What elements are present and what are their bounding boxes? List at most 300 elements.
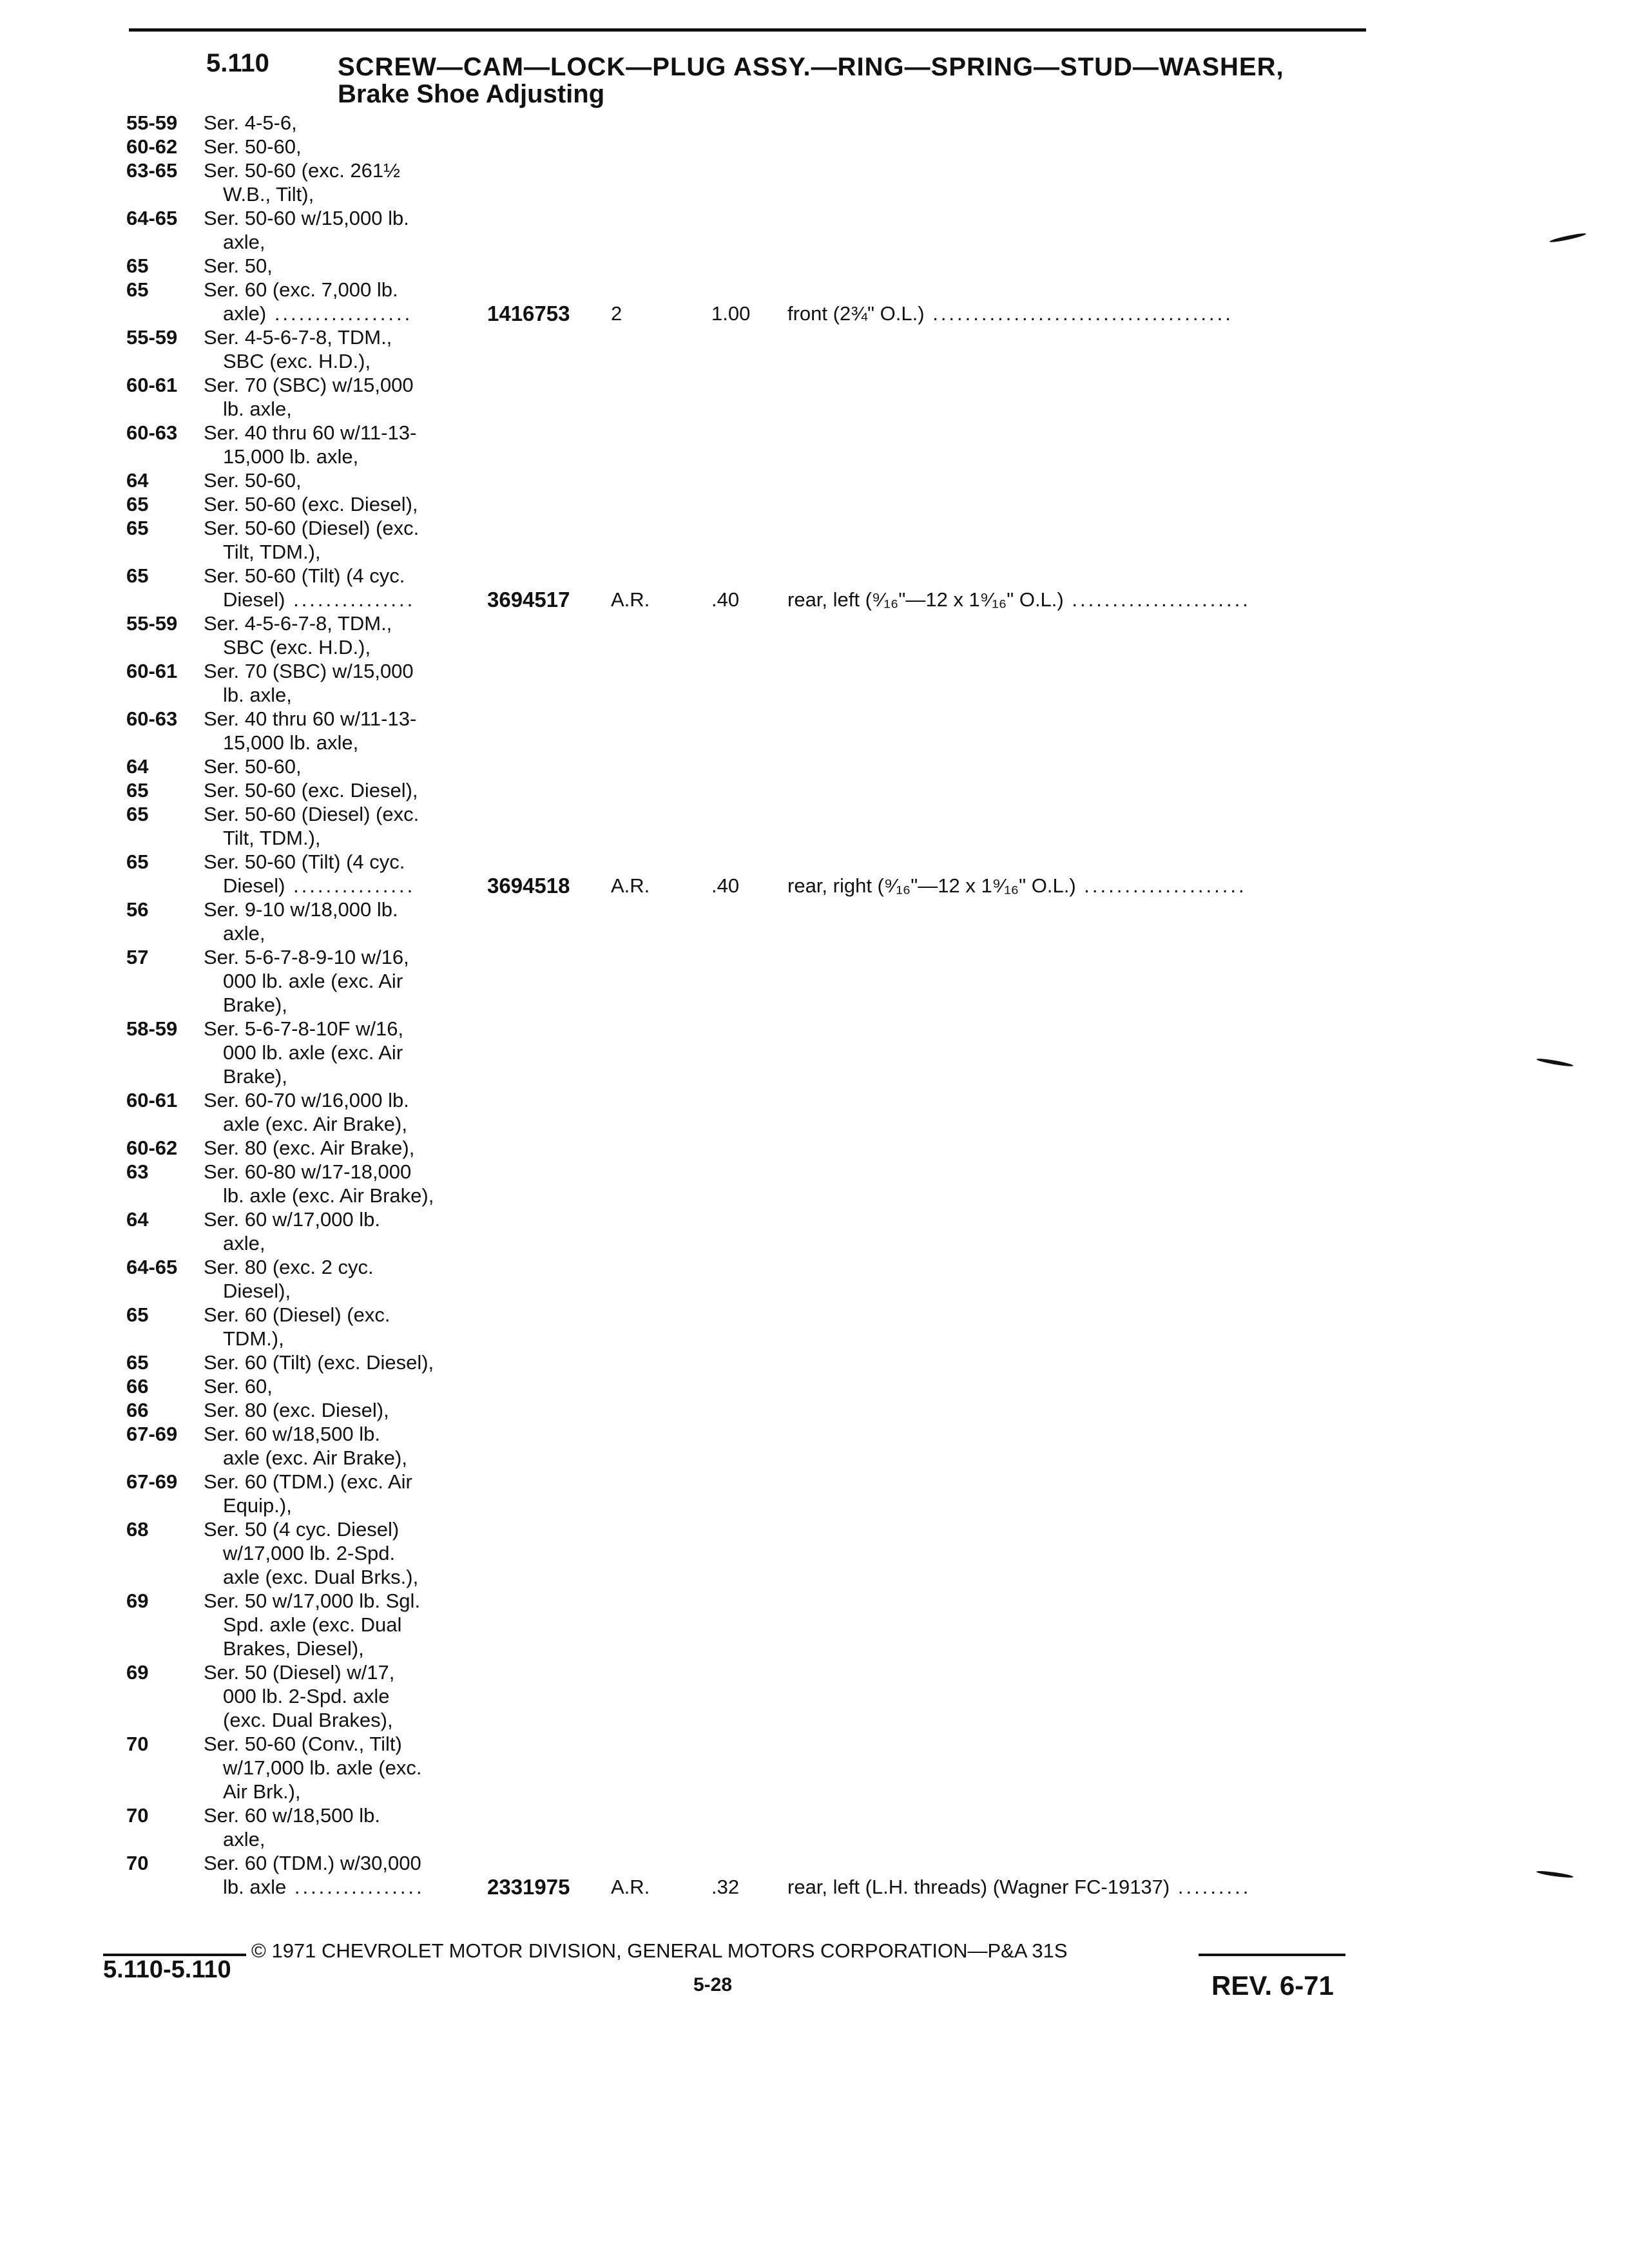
- application-text: [223, 731, 358, 754]
- entry-line: [103, 182, 1392, 206]
- application-description: Ser. 4-5-6-7-8, TDM.,: [204, 326, 392, 349]
- entry-line: [103, 1303, 1392, 1327]
- application-text: [204, 421, 416, 445]
- application-description: 000 lb. axle (exc. Air: [223, 1041, 403, 1064]
- application-description: Ser. 60 (Tilt) (exc. Diesel),: [204, 1351, 434, 1374]
- application-description: Tilt, TDM.),: [223, 827, 321, 849]
- edge-punch-mark: [1536, 1870, 1574, 1879]
- application-text: [204, 278, 398, 302]
- application-description: Ser. 50 (4 cyc. Diesel): [204, 1518, 400, 1541]
- entry-line: [103, 492, 1392, 516]
- application-description: 15,000 lb. axle,: [223, 731, 359, 754]
- dot-leader: .........: [1170, 1876, 1251, 1898]
- application-text: [223, 1780, 301, 1803]
- entry-line: [103, 1684, 1392, 1708]
- model-years: 67-69: [126, 1423, 178, 1445]
- application-text: [223, 874, 415, 898]
- model-years: 63: [126, 1160, 149, 1183]
- application-text: [204, 254, 273, 278]
- application-text: [223, 1541, 395, 1565]
- part-description: [787, 588, 1251, 611]
- entry-line: [103, 349, 1392, 373]
- entry-line: [103, 1756, 1392, 1780]
- application-text: [223, 683, 292, 707]
- application-text: [223, 1041, 403, 1064]
- application-description: Ser. 60 (TDM.) w/30,000: [204, 1852, 421, 1874]
- application-description: Ser. 50-60 (exc. Diesel),: [204, 493, 418, 515]
- section-title: SCREW—CAM—LOCK—PLUG ASSY.—RING—SPRING—STUD—WASHER,: [338, 53, 1284, 81]
- edge-punch-mark: [1549, 232, 1586, 244]
- application-text: [223, 302, 412, 325]
- application-description: Ser. 9-10 w/18,000 lb.: [204, 898, 398, 921]
- application-text: [204, 611, 392, 635]
- application-text: [204, 1422, 380, 1446]
- application-text: [223, 1613, 401, 1637]
- model-years: 65: [126, 1351, 149, 1374]
- application-text: [204, 802, 419, 826]
- entry-line: [103, 802, 1392, 826]
- part-description-text: rear, right (⁹⁄₁₆"—12 x 1⁹⁄₁₆" O.L.): [787, 874, 1076, 897]
- application-text: [204, 1732, 402, 1756]
- application-text: [204, 516, 419, 540]
- application-text: [204, 325, 392, 349]
- application-description: Ser. 60,: [204, 1375, 273, 1398]
- application-text: [223, 969, 403, 993]
- application-description: Ser. 50-60 (Conv., Tilt): [204, 1733, 402, 1755]
- application-text: [204, 945, 409, 969]
- application-text: [223, 826, 321, 850]
- application-description: Ser. 5-6-7-8-9-10 w/16,: [204, 946, 409, 968]
- application-text: [223, 1064, 287, 1088]
- entry-line: [103, 588, 1392, 611]
- part-description: [787, 302, 1233, 325]
- dot-leader: .................: [266, 302, 413, 325]
- entry-line: [103, 1112, 1392, 1136]
- model-years: 70: [126, 1804, 149, 1827]
- entry-line: [103, 1732, 1392, 1756]
- application-description: axle,: [223, 1828, 265, 1850]
- entry-line: [103, 135, 1392, 159]
- application-text: [223, 1184, 434, 1207]
- application-text: [223, 1827, 265, 1851]
- application-text: [204, 850, 405, 874]
- application-description: Ser. 70 (SBC) w/15,000: [204, 660, 414, 682]
- application-description: Ser. 50-60 (Diesel) (exc.: [204, 517, 419, 539]
- application-text: [204, 1088, 409, 1112]
- application-description: axle,: [223, 1232, 265, 1254]
- model-years: 65: [126, 1303, 149, 1326]
- application-description: 000 lb. axle (exc. Air: [223, 970, 403, 992]
- model-years: 65: [126, 493, 149, 515]
- application-description: Ser. 60 w/18,500 lb.: [204, 1423, 381, 1445]
- entry-line: [103, 1565, 1392, 1589]
- part-entry: [103, 898, 1392, 1899]
- entry-line: [103, 1327, 1392, 1350]
- entry-line: [103, 1279, 1392, 1303]
- application-description: Brake),: [223, 994, 287, 1016]
- application-description: Ser. 50 (Diesel) w/17,: [204, 1661, 395, 1684]
- price: .40: [711, 874, 740, 897]
- application-description: axle,: [223, 231, 265, 253]
- entry-line: [103, 1660, 1392, 1684]
- model-years: 65: [126, 255, 149, 277]
- application-description: Ser. 80 (exc. 2 cyc.: [204, 1256, 374, 1278]
- application-description: Ser. 4-5-6-7-8, TDM.,: [204, 612, 392, 635]
- quantity: A.R.: [611, 1876, 650, 1898]
- entry-line: [103, 1470, 1392, 1494]
- entry-line: [103, 206, 1392, 230]
- application-text: [223, 1231, 265, 1255]
- model-years: 69: [126, 1590, 149, 1612]
- application-text: [223, 540, 321, 564]
- application-text: [204, 373, 414, 397]
- application-description: axle (exc. Air Brake),: [223, 1446, 407, 1469]
- model-years: 65: [126, 278, 149, 301]
- application-description: Ser. 50-60 (exc. Diesel),: [204, 779, 418, 802]
- model-years: 57: [126, 946, 149, 968]
- application-text: [223, 1708, 393, 1732]
- entry-line: [103, 278, 1392, 302]
- entry-line: [103, 1446, 1392, 1470]
- application-description: Ser. 60 (Diesel) (exc.: [204, 1303, 390, 1326]
- entry-line: [103, 1708, 1392, 1732]
- entry-line: [103, 1041, 1392, 1064]
- model-years: 67-69: [126, 1470, 178, 1493]
- model-years: 68: [126, 1518, 149, 1541]
- application-text: [204, 778, 418, 802]
- model-years: 65: [126, 564, 149, 587]
- application-text: [223, 1327, 284, 1350]
- entry-line: [103, 969, 1392, 993]
- entry-line: [103, 1780, 1392, 1803]
- application-description: Ser. 60-80 w/17-18,000: [204, 1160, 412, 1183]
- application-description: Ser. 80 (exc. Air Brake),: [204, 1137, 415, 1159]
- part-description-text: front (2¾" O.L.): [787, 302, 925, 325]
- application-text: [223, 1279, 291, 1303]
- entry-line: [103, 111, 1392, 135]
- application-description: Ser. 50-60 w/15,000 lb.: [204, 207, 409, 229]
- entry-line: [103, 1374, 1392, 1398]
- application-text: [204, 1660, 394, 1684]
- entry-line: [103, 993, 1392, 1017]
- entry-line: [103, 707, 1392, 731]
- entry-line: [103, 1494, 1392, 1517]
- application-text: [223, 588, 415, 611]
- entry-line: [103, 611, 1392, 635]
- entry-line: [103, 302, 1392, 325]
- application-description: lb. axle,: [223, 684, 292, 706]
- part-number: 2331975: [487, 1875, 570, 1899]
- entry-line: [103, 731, 1392, 754]
- application-text: [204, 1255, 374, 1279]
- entry-line: [103, 1851, 1392, 1875]
- entry-line: [103, 1875, 1392, 1899]
- price: .32: [711, 1876, 740, 1898]
- edge-punch-mark: [1536, 1057, 1574, 1068]
- entry-line: [103, 754, 1392, 778]
- model-years: 63-65: [126, 159, 178, 182]
- entry-line: [103, 1255, 1392, 1279]
- application-text: [223, 1875, 425, 1899]
- application-description: Ser. 50-60 (Tilt) (4 cyc.: [204, 850, 405, 873]
- quantity: A.R.: [611, 588, 650, 611]
- entry-line: [103, 1422, 1392, 1446]
- application-description: W.B., Tilt),: [223, 183, 314, 206]
- entry-line: [103, 778, 1392, 802]
- model-years: 60-63: [126, 707, 178, 730]
- application-text: [204, 1374, 273, 1398]
- entry-line: [103, 1541, 1392, 1565]
- dot-leader: ................: [286, 1876, 425, 1898]
- model-years: 69: [126, 1661, 149, 1684]
- application-text: [204, 754, 302, 778]
- application-description: 15,000 lb. axle,: [223, 445, 359, 468]
- application-text: [223, 230, 265, 254]
- application-description: 000 lb. 2-Spd. axle: [223, 1685, 390, 1707]
- application-text: [204, 206, 409, 230]
- application-description: Ser. 40 thru 60 w/11-13-: [204, 707, 417, 730]
- entry-line: [103, 1350, 1392, 1374]
- entry-line: [103, 1827, 1392, 1851]
- section-range: 5.110-5.110: [103, 1956, 231, 1983]
- application-description: Ser. 50-60 (Diesel) (exc.: [204, 803, 419, 825]
- application-text: [204, 1470, 412, 1494]
- application-description: Tilt, TDM.),: [223, 541, 321, 563]
- application-text: [223, 1637, 364, 1660]
- application-description: w/17,000 lb. axle (exc.: [223, 1756, 422, 1779]
- entry-line: [103, 1637, 1392, 1660]
- entry-line: [103, 159, 1392, 182]
- model-years: 60-61: [126, 1089, 178, 1111]
- quantity: A.R.: [611, 874, 650, 897]
- application-description: Ser. 50-60 (exc. 261½: [204, 159, 401, 182]
- model-years: 60-62: [126, 135, 178, 158]
- model-years: 56: [126, 898, 149, 921]
- application-description: SBC (exc. H.D.),: [223, 636, 371, 658]
- application-text: [204, 135, 302, 159]
- application-text: [204, 564, 405, 588]
- entry-line: [103, 254, 1392, 278]
- model-years: 64: [126, 469, 149, 492]
- application-text: [223, 1446, 407, 1470]
- entry-line: [103, 1088, 1392, 1112]
- entry-line: [103, 445, 1392, 468]
- application-text: [204, 159, 400, 182]
- parts-list: [103, 111, 1392, 1899]
- footer-rule-right: [1199, 1954, 1345, 1956]
- application-description: Ser. 60-70 w/16,000 lb.: [204, 1089, 409, 1111]
- application-description: Ser. 50-60,: [204, 755, 302, 778]
- application-description: axle (exc. Dual Brks.),: [223, 1566, 419, 1588]
- dot-leader: ....................: [1075, 874, 1247, 897]
- model-years: 64-65: [126, 1256, 178, 1278]
- entry-line: [103, 564, 1392, 588]
- application-text: [223, 182, 314, 206]
- application-description: lb. axle (exc. Air Brake),: [223, 1184, 434, 1207]
- application-text: [204, 1136, 414, 1160]
- model-years: 60-62: [126, 1137, 178, 1159]
- entry-line: [103, 945, 1392, 969]
- copyright-notice: © 1971 CHEVROLET MOTOR DIVISION, GENERAL MOTORS CORPORATION—P&A 31S: [251, 1939, 1068, 1962]
- application-description: lb. axle,: [223, 398, 292, 420]
- application-description: w/17,000 lb. 2-Spd.: [223, 1542, 396, 1564]
- entry-line: [103, 1613, 1392, 1637]
- application-description: Ser. 70 (SBC) w/15,000: [204, 374, 414, 396]
- entry-line: [103, 921, 1392, 945]
- entry-line: [103, 1064, 1392, 1088]
- part-entry: [103, 611, 1392, 898]
- application-text: [204, 1350, 434, 1374]
- header-rule: [129, 28, 1366, 32]
- application-text: [204, 468, 302, 492]
- model-years: 55-59: [126, 111, 178, 134]
- application-text: [223, 635, 371, 659]
- application-description: Equip.),: [223, 1494, 292, 1517]
- model-years: 65: [126, 850, 149, 873]
- price: 1.00: [711, 302, 751, 325]
- application-text: [204, 111, 297, 135]
- application-description: Ser. 80 (exc. Diesel),: [204, 1399, 389, 1421]
- application-description: Diesel): [223, 874, 285, 897]
- entry-line: [103, 1231, 1392, 1255]
- entry-line: [103, 1517, 1392, 1541]
- model-years: 60-63: [126, 421, 178, 444]
- application-text: [223, 993, 287, 1017]
- application-text: [204, 659, 414, 683]
- application-description: Spd. axle (exc. Dual: [223, 1613, 402, 1636]
- application-description: Diesel),: [223, 1280, 291, 1302]
- entry-line: [103, 540, 1392, 564]
- application-text: [204, 1517, 399, 1541]
- entry-line: [103, 516, 1392, 540]
- application-text: [204, 1017, 403, 1041]
- entry-line: [103, 874, 1392, 898]
- entry-line: [103, 421, 1392, 445]
- part-description-text: rear, left (⁹⁄₁₆"—12 x 1⁹⁄₁₆" O.L.): [787, 588, 1064, 611]
- entry-line: [103, 1207, 1392, 1231]
- entry-line: [103, 1160, 1392, 1184]
- application-description: Brakes, Diesel),: [223, 1637, 364, 1660]
- application-description: axle (exc. Air Brake),: [223, 1113, 407, 1135]
- application-text: [223, 921, 265, 945]
- application-text: [223, 1112, 407, 1136]
- part-description: [787, 1875, 1251, 1899]
- model-years: 60-61: [126, 374, 178, 396]
- entry-line: [103, 1017, 1392, 1041]
- part-entry: [103, 111, 1392, 325]
- entry-line: [103, 850, 1392, 874]
- part-number: 3694517: [487, 588, 570, 611]
- application-description: (exc. Dual Brakes),: [223, 1709, 393, 1731]
- application-text: [204, 1398, 389, 1422]
- price: .40: [711, 588, 740, 611]
- application-description: Ser. 60 (TDM.) (exc. Air: [204, 1470, 412, 1493]
- part-number: 3694518: [487, 874, 570, 898]
- model-years: 65: [126, 779, 149, 802]
- model-years: 60-61: [126, 660, 178, 682]
- entry-line: [103, 373, 1392, 397]
- application-description: SBC (exc. H.D.),: [223, 350, 371, 372]
- part-description: [787, 874, 1247, 898]
- model-years: 65: [126, 517, 149, 539]
- application-description: Air Brk.),: [223, 1780, 301, 1803]
- dot-leader: ......................: [1063, 588, 1251, 611]
- application-description: lb. axle: [223, 1876, 287, 1898]
- application-description: axle): [223, 302, 267, 325]
- application-text: [223, 349, 371, 373]
- dot-leader: ...............: [285, 588, 416, 611]
- entry-line: [103, 635, 1392, 659]
- model-years: 55-59: [126, 326, 178, 349]
- application-text: [204, 1207, 380, 1231]
- application-text: [204, 1303, 390, 1327]
- entry-line: [103, 230, 1392, 254]
- application-description: Ser. 50,: [204, 255, 273, 277]
- page-number: 5-28: [693, 1974, 733, 1995]
- application-description: Diesel): [223, 588, 285, 611]
- application-description: Ser. 60 w/17,000 lb.: [204, 1208, 381, 1231]
- entry-line: [103, 397, 1392, 421]
- model-years: 55-59: [126, 612, 178, 635]
- application-text: [204, 1803, 380, 1827]
- entry-line: [103, 898, 1392, 921]
- application-description: Ser. 50-60 (Tilt) (4 cyc.: [204, 564, 405, 587]
- application-description: Brake),: [223, 1065, 287, 1088]
- entry-line: [103, 1136, 1392, 1160]
- entry-line: [103, 826, 1392, 850]
- application-text: [204, 707, 416, 731]
- application-text: [223, 1494, 292, 1517]
- application-text: [223, 1684, 390, 1708]
- model-years: 70: [126, 1733, 149, 1755]
- application-description: Ser. 4-5-6,: [204, 111, 297, 134]
- part-number: 1416753: [487, 302, 570, 325]
- part-description-text: rear, left (L.H. threads) (Wagner FC-19137): [787, 1876, 1170, 1898]
- dot-leader: .....................................: [924, 302, 1233, 325]
- entry-line: [103, 325, 1392, 349]
- section-subtitle: Brake Shoe Adjusting: [338, 80, 605, 108]
- model-years: 70: [126, 1852, 149, 1874]
- application-text: [223, 445, 358, 468]
- entry-line: [103, 683, 1392, 707]
- model-years: 66: [126, 1399, 149, 1421]
- application-description: Ser. 60 (exc. 7,000 lb.: [204, 278, 398, 301]
- entry-line: [103, 1589, 1392, 1613]
- application-description: Ser. 50-60,: [204, 135, 302, 158]
- application-text: [223, 1565, 418, 1589]
- model-years: 64: [126, 755, 149, 778]
- application-text: [223, 397, 292, 421]
- application-description: Ser. 60 w/18,500 lb.: [204, 1804, 381, 1827]
- dot-leader: ...............: [285, 874, 416, 897]
- revision-label: REV. 6-71: [1211, 1970, 1334, 2001]
- application-text: [223, 1756, 421, 1780]
- application-text: [204, 898, 398, 921]
- entry-line: [103, 1398, 1392, 1422]
- entry-line: [103, 468, 1392, 492]
- entry-line: [103, 1184, 1392, 1207]
- model-years: 65: [126, 803, 149, 825]
- model-years: 66: [126, 1375, 149, 1398]
- application-description: Ser. 50 w/17,000 lb. Sgl.: [204, 1590, 421, 1612]
- model-years: 64: [126, 1208, 149, 1231]
- application-description: Ser. 5-6-7-8-10F w/16,: [204, 1017, 404, 1040]
- part-entry: [103, 325, 1392, 611]
- application-text: [204, 1589, 420, 1613]
- section-number: 5.110: [206, 49, 269, 77]
- entry-line: [103, 1803, 1392, 1827]
- application-description: Ser. 50-60,: [204, 469, 302, 492]
